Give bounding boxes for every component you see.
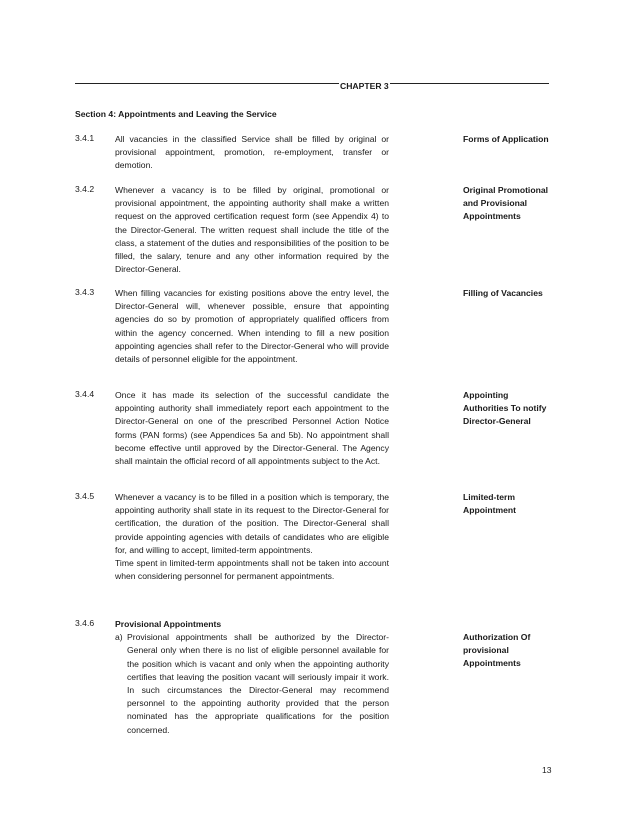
paragraph-text-continued: Time spent in limited-term appointments shall not be taken into account when considering personnel for permanent appointments. (115, 558, 389, 582)
paragraph-text: When filling vacancies for existing positions above the entry level, the Director-General will, whenever possible, ensure that appointing agencies do so by promotion of appropriately qualified officers from within the agency concerned. When intending to fill a new position appointing agencies shall refer to the Director-General who will provide details of personnel eligible for the appointment. (115, 288, 389, 365)
sub-heading: Provisional Appointments (115, 619, 222, 629)
paragraph-number: 3.4.4 (75, 389, 95, 399)
section-title: Section 4: Appointments and Leaving the Service (75, 109, 277, 119)
margin-note: Forms of Application (463, 134, 549, 144)
list-item-text: Provisional appointments shall be authorized by the Director-General only when there is no list of eligible personnel available for the position which is vacant and only when the appointing authority certifies that leaving the position vacant will seriously impair it work. In such circumstances the Director-General may recommend personnel to the appointing authority provided that the person nominated has the appropriate qualifications for the position concerned. (127, 632, 389, 735)
margin-note: Authorization Of provisional Appointments (463, 632, 531, 669)
margin-note: Appointing Authorities To notify Director-General (463, 390, 547, 427)
chapter-rule (75, 83, 549, 84)
paragraph-number: 3.4.1 (75, 133, 95, 143)
paragraph-number: 3.4.5 (75, 491, 95, 501)
list-item (115, 631, 389, 737)
chapter-title: CHAPTER 3 (340, 81, 389, 91)
paragraph-number: 3.4.6 (75, 618, 95, 628)
margin-note: Limited-term Appointment (463, 492, 516, 516)
paragraph-text: Whenever a vacancy is to be filled in a position which is temporary, the appointing authority shall state in its request to the Director-General for certification, the duration of the position. The Director-General shall provide appointing agencies with details of candidates who are eligible for, and willing to accept, limited-term appointments. (115, 492, 389, 555)
paragraph-body (115, 618, 389, 737)
margin-note: Filling of Vacancies (463, 288, 543, 298)
page-number: 13 (542, 765, 552, 775)
paragraph-text: All vacancies in the classified Service shall be filled by original or provisional appointment, promotion, re-employment, transfer or demotion. (115, 134, 389, 171)
paragraph-text: Once it has made its selection of the successful candidate the appointing authority shall immediately report each appointment to the Director-General on one of the prescribed Personnel Action Notice forms (PAN forms) (see Appendices 5a and 5b). No appointment shall become effective until approved by the Director-General. The Agency shall maintain the official record of all appointments subject to the Act. (115, 390, 389, 467)
paragraph-number: 3.4.3 (75, 287, 95, 297)
margin-note: Original Promotional and Provisional Appointments (463, 185, 548, 222)
paragraph-body (115, 491, 389, 583)
paragraph-number: 3.4.2 (75, 184, 95, 194)
paragraph-text: Whenever a vacancy is to be filled by original, promotional or provisional appointment, the appointing authority shall make a written request on the approved certification request form (see Appendix 4) to the Director-General. The written request shall include the title of the class, a statement of the duties and responsibilities of the position to be filled, the salary, tenure and any other information required by the Director-General. (115, 185, 389, 275)
list-item-label: a) (115, 632, 123, 643)
